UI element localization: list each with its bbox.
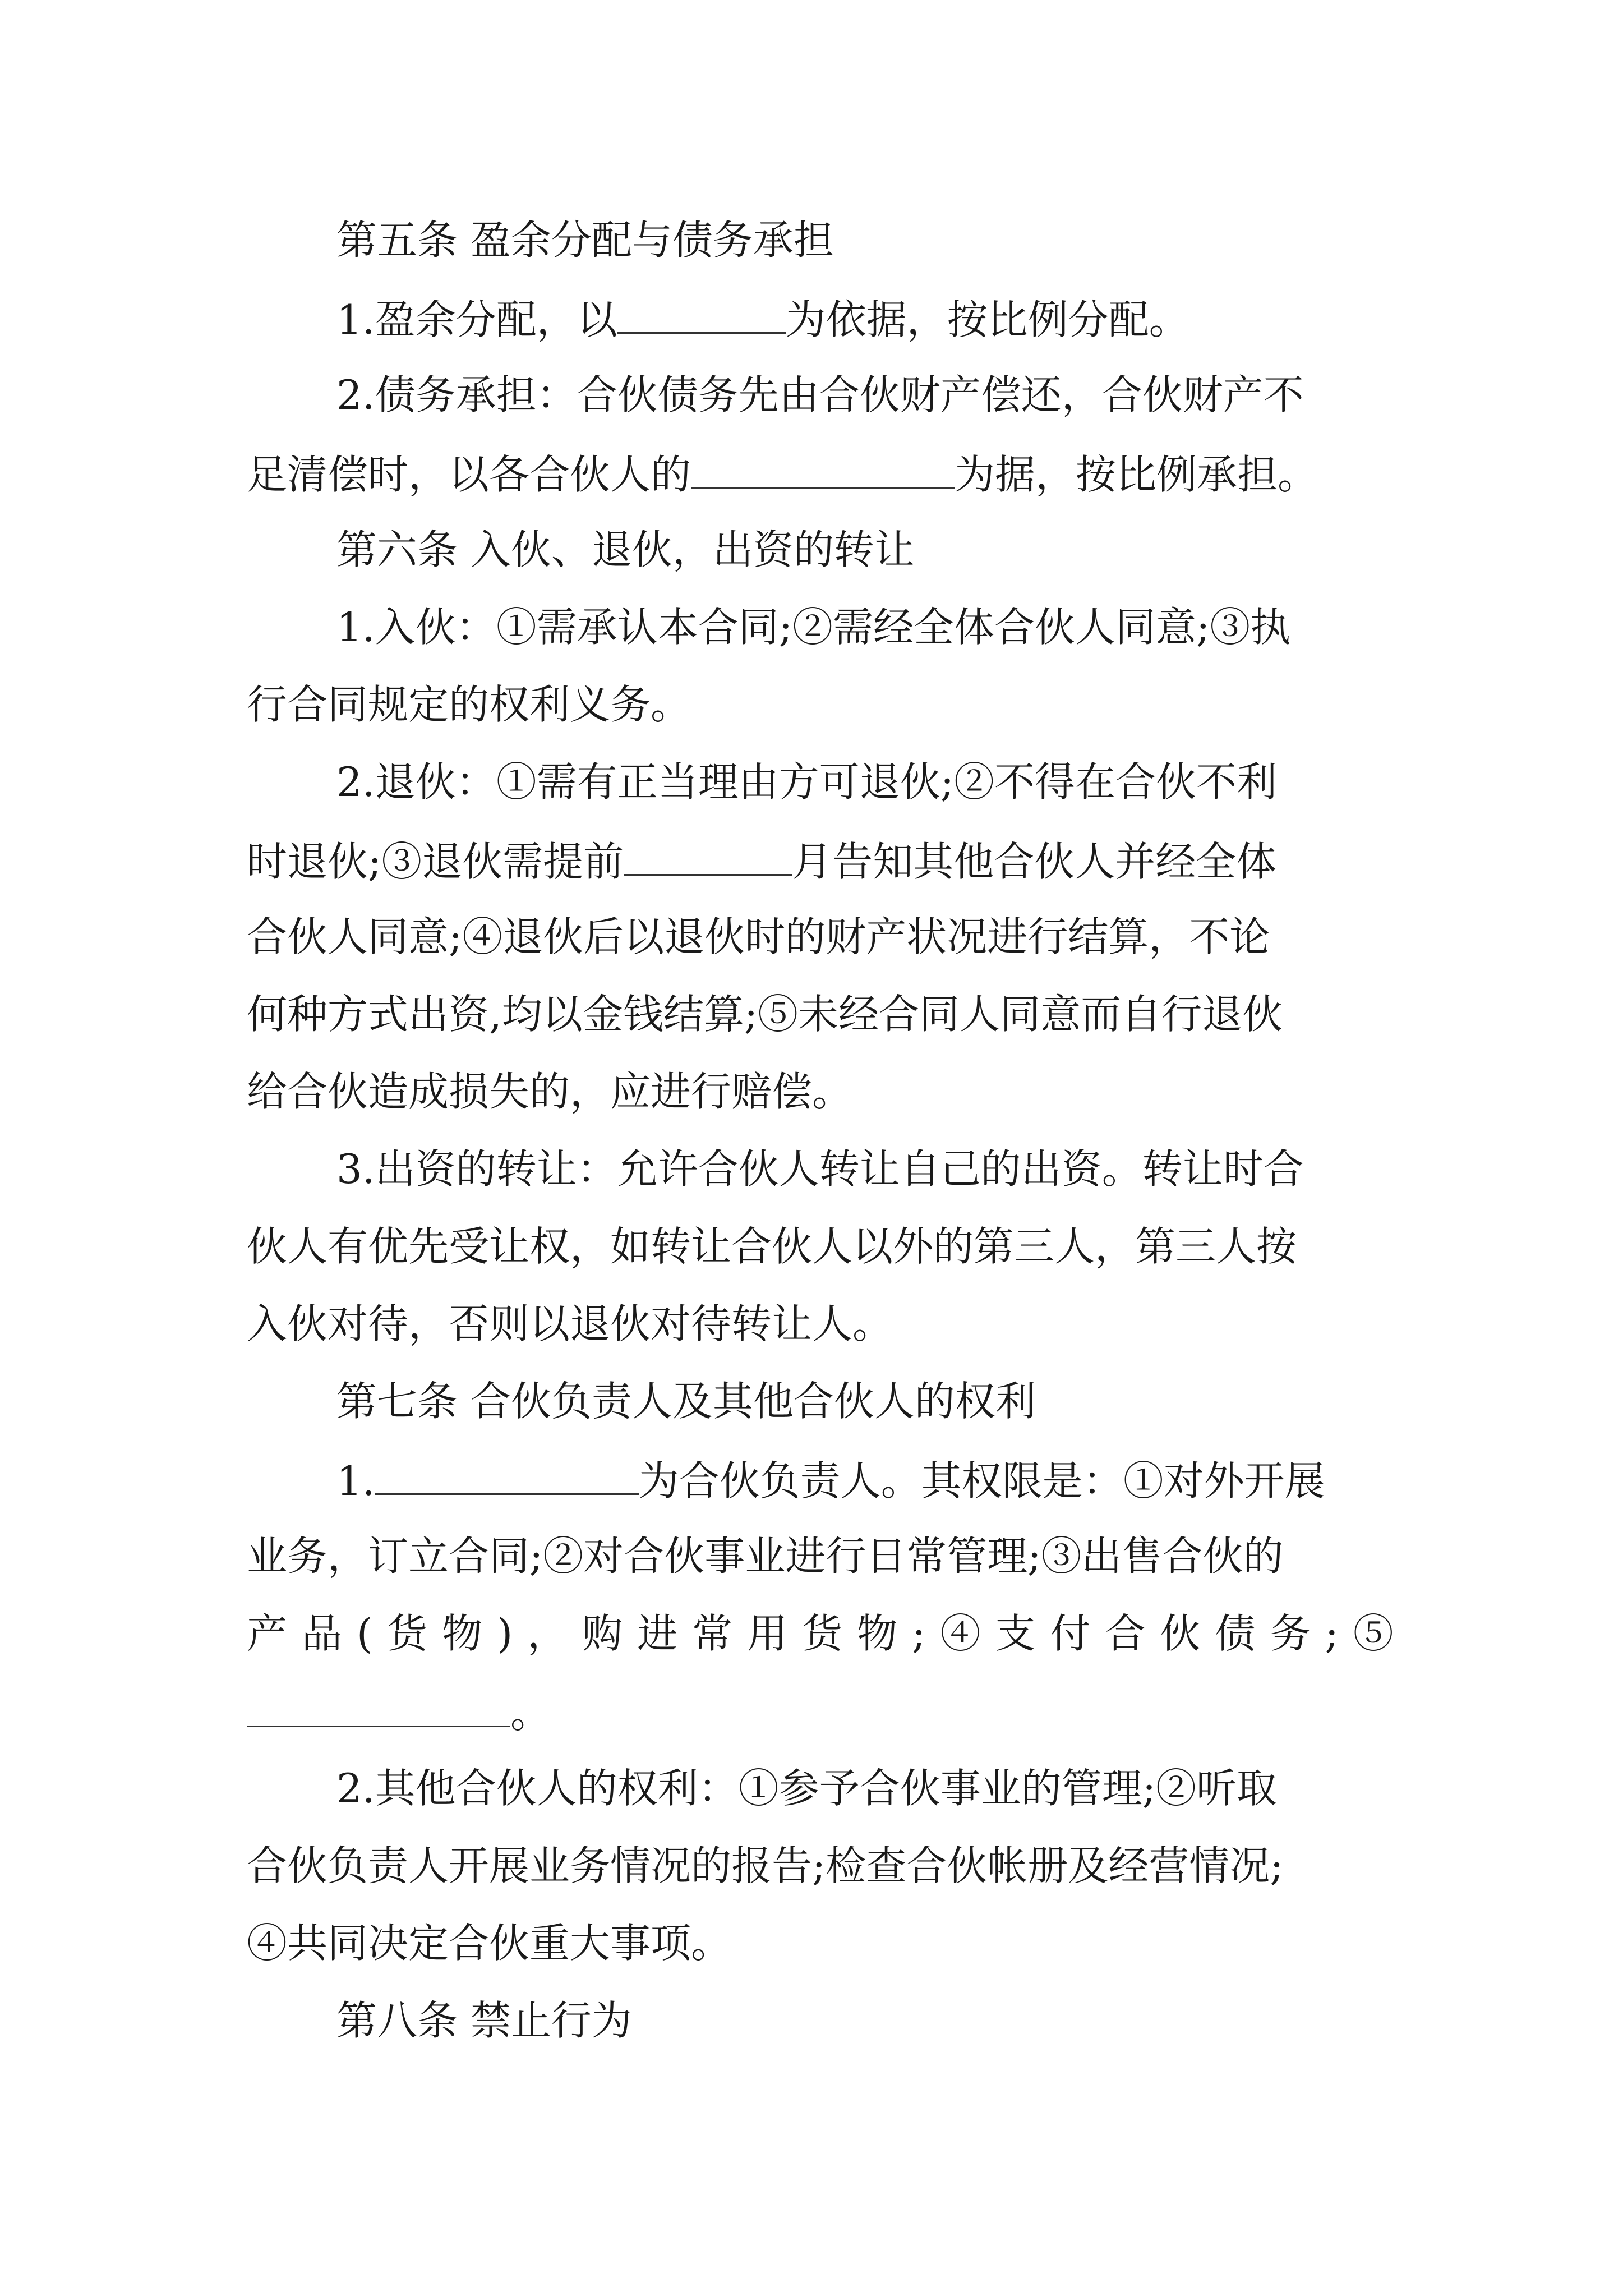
article-5-clause-2: 2.债务承担：合伙债务先由合伙财产偿还，合伙财产不 — [336, 371, 1304, 418]
article-6-clause-2-cont: 合伙人同意;④退伙后以退伙时的财产状况进行结算，不论 — [247, 913, 1270, 960]
article-6-clause-3-cont: 伙人有优先受让权，如转让合伙人以外的第三人，第三人按 — [247, 1223, 1297, 1270]
fill-blank[interactable] — [691, 452, 955, 489]
article-6-clause-1: 1.入伙：①需承认本合同;②需经全体合伙人同意;③执 — [336, 604, 1291, 651]
fill-blank[interactable] — [247, 1691, 510, 1727]
article-7-heading: 第七条 合伙负责人及其他合伙人的权利 — [336, 1378, 1036, 1425]
clause-text: 为依据，按比例分配。 — [785, 296, 1189, 343]
article-6-clause-3-cont: 入伙对待，否则以退伙对待转让人。 — [247, 1300, 893, 1347]
article-6-clause-2-cont — [247, 838, 1277, 885]
article-7-clause-1-cont — [247, 1690, 551, 1737]
article-6-heading: 第六条 入伙、退伙，出资的转让 — [336, 526, 915, 573]
fill-blank[interactable] — [617, 297, 786, 334]
article-8-heading: 第八条 禁止行为 — [336, 1997, 632, 2044]
article-7-clause-2-cont: 合伙负责人开展业务情况的报告;检查合伙帐册及经营情况; — [247, 1842, 1284, 1889]
fill-blank[interactable] — [375, 1458, 639, 1495]
article-7-clause-1 — [336, 1457, 1325, 1504]
article-7-clause-2: 2.其他合伙人的权利：①参予合伙事业的管理;②听取 — [336, 1765, 1277, 1812]
clause-text: 为合伙负责人。其权限是：①对外开展 — [638, 1457, 1325, 1504]
clause-text: 足清偿时，以各合伙人的 — [247, 451, 691, 498]
article-6-clause-1-cont: 行合同规定的权利义务。 — [247, 681, 691, 728]
article-5-clause-1 — [336, 296, 1189, 343]
article-7-clause-2-cont: ④共同决定合伙重大事项。 — [247, 1920, 732, 1967]
article-7-clause-1-cont: 业务，订立合同;②对合伙事业进行日常管理;③出售合伙的 — [247, 1533, 1284, 1580]
clause-text: 时退伙;③退伙需提前 — [247, 838, 624, 885]
clause-text: 1.盈余分配，以 — [336, 296, 617, 343]
article-5-heading: 第五条 盈余分配与债务承担 — [336, 217, 834, 264]
clause-text: 月告知其他合伙人并经全体 — [792, 838, 1277, 885]
article-7-clause-1-cont: 产品(货物)，购进常用货物;④支付合伙债务;⑤ — [247, 1610, 1408, 1657]
clause-text: 。 — [510, 1690, 551, 1737]
article-6-clause-2-cont: 给合伙造成损失的，应进行赔偿。 — [247, 1068, 853, 1115]
article-6-clause-2-cont: 何种方式出资,均以金钱结算;⑤未经合同人同意而自行退伙 — [247, 991, 1283, 1038]
clause-text: 为据，按比例承担。 — [955, 451, 1318, 498]
clause-text: 1. — [336, 1457, 375, 1504]
article-6-clause-2: 2.退伙：①需有正当理由方可退伙;②不得在合伙不利 — [336, 758, 1277, 806]
fill-blank[interactable] — [624, 839, 792, 876]
article-5-clause-2-cont — [247, 451, 1318, 498]
article-6-clause-3: 3.出资的转让：允许合伙人转让自己的出资。转让时合 — [336, 1145, 1304, 1193]
